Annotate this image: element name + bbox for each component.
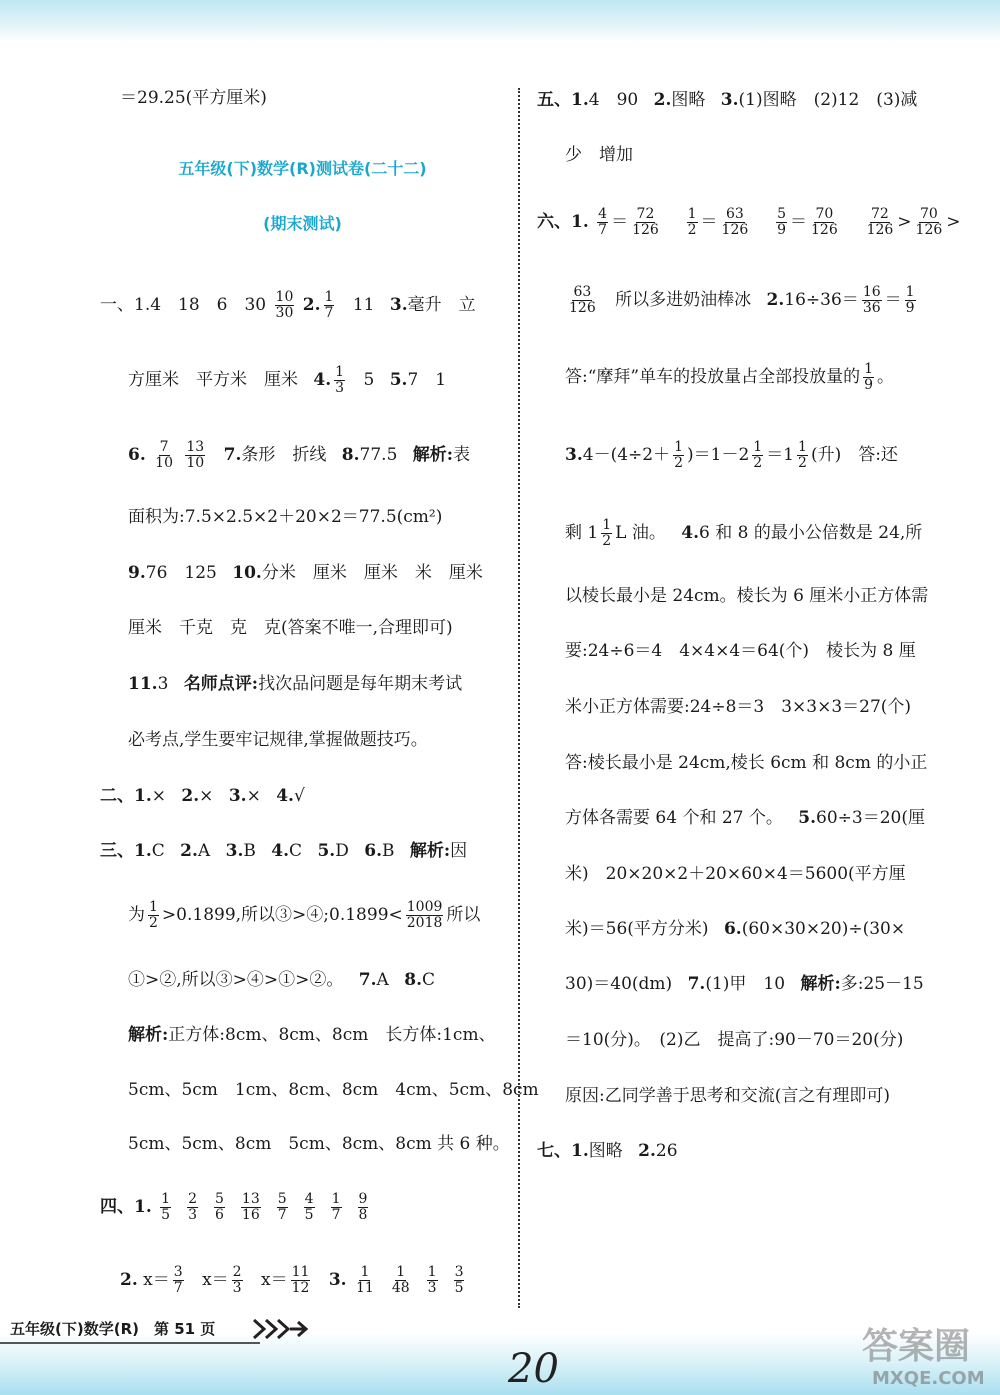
answer-line-r5: 答:“摩拜”单车的投放量占全部投放量的 $\frac{1}{9}$ 。: [565, 361, 895, 393]
column-divider: [518, 88, 520, 1308]
watermark-logo: [858, 1312, 988, 1390]
fraction: $\frac{1}{2}$: [674, 439, 683, 471]
fraction: $\frac{1}{3}$: [335, 364, 345, 396]
fraction: $\frac{4}{7}$: [598, 206, 608, 238]
fraction: $\frac{1}{2}$: [798, 439, 807, 471]
fraction: $\frac{1}{9}$: [864, 361, 874, 393]
watermark-text: 答案圈: [862, 1326, 971, 1367]
answer-line-11: 为 $\frac{1}{2}$ >0.1899,所以③>④;0.1899< $\frac{1009}{2018}$ 所以: [128, 899, 481, 931]
fraction: $\frac{5}{9}$: [777, 206, 787, 238]
fraction: $\frac{10}{30}$: [275, 289, 294, 321]
answer-line-17: 2. x＝ $\frac{3}{7}$ x＝ $\frac{2}{3}$ x＝ $\frac{11}{12}$ 3. $\frac{1}{11}$ $\frac{1}{48}$ $\frac{1}{3}$ $\frac{3}{5}$: [120, 1264, 464, 1296]
fraction: $\frac{2}{3}$: [188, 1191, 197, 1223]
fraction: $\frac{1}{2}$: [687, 206, 697, 238]
answer-line-r8: 以棱长最小是 24cm。棱长为 6 厘米小正方体需: [565, 586, 929, 606]
fraction: $\frac{70}{126}$: [915, 206, 943, 238]
answer-line-r9: 要:24÷6＝4 4×4×4＝64(个) 棱长为 8 厘: [565, 641, 916, 661]
answer-line-5: 9.76 125 10.分米 厘米 厘米 米 厘米: [128, 563, 483, 583]
page-footer: 五年级(下)数学(R) 第 51 页: [10, 1320, 216, 1338]
chevron-arrows-icon: [252, 1316, 308, 1342]
fraction: $\frac{1}{2}$: [149, 899, 158, 931]
fraction: $\frac{63}{126}$: [721, 206, 749, 238]
answer-line-15: 5cm、5cm、8cm 5cm、8cm、8cm 共 6 种。: [128, 1134, 510, 1154]
fraction: $\frac{1}{48}$: [391, 1264, 410, 1296]
fraction: $\frac{13}{10}$: [186, 439, 205, 471]
fraction: $\frac{63}{126}$: [569, 284, 596, 316]
section-title: 五年级(下)数学(R)测试卷(二十二): [178, 159, 427, 178]
fraction: $\frac{5}{6}$: [215, 1191, 224, 1223]
answer-line-10: 三、1.C 2.A 3.B 4.C 5.D 6.B 解析:因: [100, 841, 468, 861]
fraction: $\frac{1}{7}$: [331, 1191, 341, 1223]
answer-line-7: 11.3 名师点评:找次品问题是每年期末考试: [128, 674, 463, 694]
fraction: $\frac{1}{7}$: [324, 289, 334, 321]
fraction: $\frac{1}{2}$: [753, 439, 763, 471]
answer-line-r12: 方体各需要 64 个和 27 个。 5.60÷3＝20(厘: [565, 808, 926, 828]
fraction: $\frac{16}{36}$: [862, 284, 881, 316]
answer-line-r2: 少 增加: [565, 145, 633, 165]
fraction: $\frac{72}{126}$: [866, 206, 894, 238]
answer-line-4: 面积为:7.5×2.5×2＋20×2＝77.5(cm²): [128, 507, 443, 527]
fraction: $\frac{4}{5}$: [304, 1191, 314, 1223]
fraction: $\frac{9}{8}$: [358, 1191, 368, 1223]
answer-line-9: 二、1.× 2.× 3.× 4.√: [100, 786, 305, 806]
fraction: $\frac{1}{2}$: [602, 517, 612, 549]
fraction: $\frac{3}{5}$: [454, 1264, 464, 1296]
answer-line-r1: 五、1.4 90 2.图略 3.(1)图略 (2)12 (3)减: [537, 90, 918, 110]
answer-line-r14: 米)＝56(平方分米) 6.(60×30×20)÷(30×: [565, 919, 906, 939]
answer-line-16: 四、1. $\frac{1}{5}$ $\frac{2}{3}$ $\frac{5}{6}$ $\frac{13}{16}$ $\frac{5}{7}$ $\frac{4}{5}$ $\frac{1}{7}$ $\frac{9}{8}$: [100, 1191, 368, 1223]
answer-line-r4: $\frac{63}{126}$ 所以多进奶油棒冰 2.16÷36＝ $\frac{16}{36}$ ＝ $\frac{1}{9}$: [569, 284, 915, 316]
fraction: $\frac{1}{9}$: [905, 284, 915, 316]
fraction: $\frac{1}{3}$: [427, 1264, 437, 1296]
answer-line-r7: 剩 1 $\frac{1}{2}$ L 油。 4.6 和 8 的最小公倍数是 24,所: [565, 517, 923, 549]
fraction: $\frac{5}{7}$: [277, 1191, 287, 1223]
answer-line-12: ①>②,所以③>④>①>②。 7.A 8.C: [128, 970, 435, 990]
answer-line-14: 5cm、5cm 1cm、8cm、8cm 4cm、5cm、8cm: [128, 1080, 539, 1100]
fraction: $\frac{1}{11}$: [355, 1264, 374, 1296]
answer-line-r3: 六、1. $\frac{4}{7}$ ＝ $\frac{72}{126}$ $\frac{1}{2}$ ＝ $\frac{63}{126}$ $\frac{5}{9}$ ＝ $\frac{70}{126}$ $\frac{72}{126}$ > $\frac{70}{126}$ >: [537, 206, 961, 238]
answer-line-6: 厘米 千克 克 克(答案不唯一,合理即可): [128, 618, 453, 638]
handwritten-page-number: 20: [508, 1346, 559, 1392]
fraction: $\frac{70}{126}$: [811, 206, 838, 238]
answer-line-1: 一、1.4 18 6 30 $\frac{10}{30}$ 2. $\frac{1}{7}$ 11 3.毫升 立: [100, 289, 476, 321]
fraction: $\frac{13}{16}$: [241, 1191, 260, 1223]
answer-line-r15: 30)＝40(dm) 7.(1)甲 10 解析:多:25－15: [565, 974, 924, 994]
answer-line-13: 解析:正方体:8cm、8cm、8cm 长方体:1cm、: [128, 1025, 496, 1045]
fraction: $\frac{11}{12}$: [291, 1264, 310, 1296]
answer-line-8: 必考点,学生要牢记规律,掌握做题技巧。: [128, 730, 428, 750]
fraction: $\frac{1}{5}$: [161, 1191, 171, 1223]
footer-rule: [0, 1342, 260, 1344]
header-line: ＝29.25(平方厘米): [120, 88, 267, 108]
fraction: $\frac{1009}{2018}$: [406, 899, 443, 931]
section-subtitle: (期末测试): [263, 214, 342, 233]
answer-line-r6: 3.4－(4÷2＋ $\frac{1}{2}$ )＝1－2 $\frac{1}{2}$ ＝1 $\frac{1}{2}$ (升) 答:还: [565, 439, 898, 471]
watermark-url: MXQE.COM: [872, 1368, 985, 1389]
fraction: $\frac{7}{10}$: [155, 439, 173, 471]
answer-line-2: 方厘米 平方米 厘米 4. $\frac{1}{3}$ 5 5.7 1: [128, 364, 447, 396]
answer-line-r16: ＝10(分)。 (2)乙 提高了:90－70＝20(分): [565, 1030, 904, 1050]
answer-line-r18: 七、1.图略 2.26: [537, 1141, 678, 1161]
top-decorative-band: [0, 0, 1000, 42]
fraction: $\frac{2}{3}$: [232, 1264, 242, 1296]
fraction: $\frac{72}{126}$: [632, 206, 659, 238]
fraction: $\frac{3}{7}$: [173, 1264, 183, 1296]
answer-line-r11: 答:棱长最小是 24cm,棱长 6cm 和 8cm 的小正: [565, 753, 928, 773]
answer-line-r13: 米) 20×20×2＋20×60×4＝5600(平方厘: [565, 864, 906, 884]
answer-line-r17: 原因:乙同学善于思考和交流(言之有理即可): [565, 1086, 890, 1106]
answer-line-3: 6. $\frac{7}{10}$ $\frac{13}{10}$ 7.条形 折线 8.77.5 解析:表: [128, 439, 471, 471]
answer-line-r10: 米小正方体需要:24÷8＝3 3×3×3＝27(个): [565, 697, 912, 717]
